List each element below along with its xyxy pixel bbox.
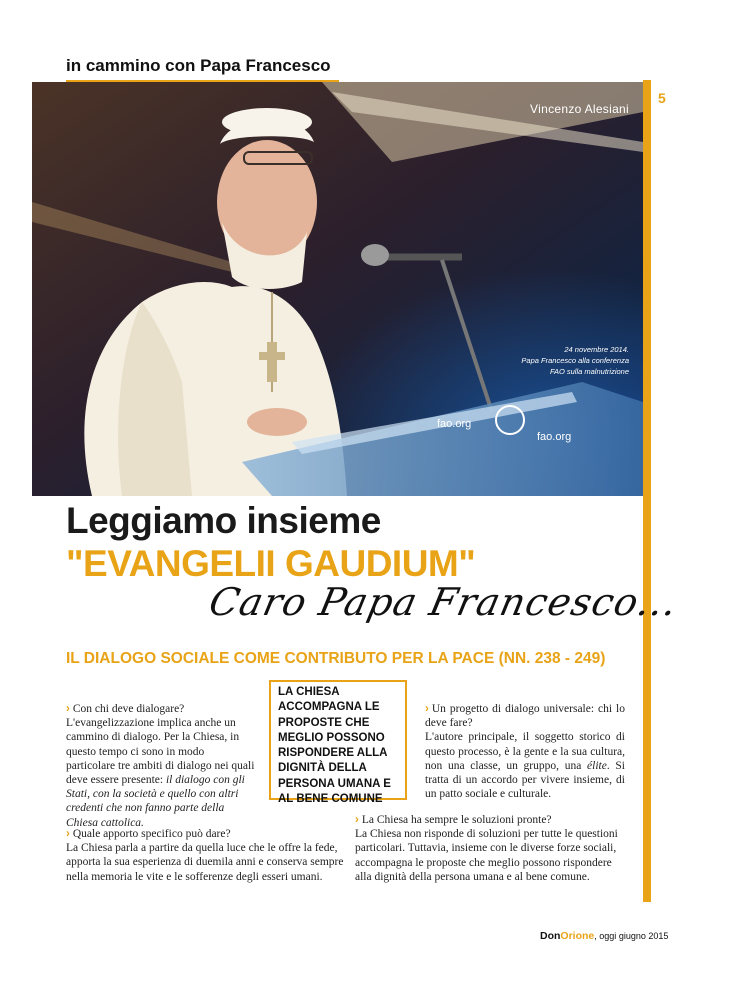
caption-line: 24 novembre 2014. <box>564 345 629 354</box>
question-1: › Con chi deve dialogare? <box>66 703 185 715</box>
pope-photo <box>32 82 643 496</box>
right-accent-rule <box>643 80 651 902</box>
podium-text-left: fao.org <box>437 418 472 430</box>
article-title-line1: Leggiamo insieme <box>66 500 381 541</box>
handwritten-signature: Caro Papa Francesco... <box>205 580 682 624</box>
qa-block-2 <box>66 827 351 884</box>
question-2: › Quale apporto specifico può dare? <box>66 828 231 840</box>
article-title-line2: "EVANGELII GAUDIUM" <box>66 543 476 584</box>
footer-brand <box>540 930 668 942</box>
article-subtitle: IL DIALOGO SOCIALE COME CONTRIBUTO PER LA PACE (NN. 238 - 249) <box>66 650 606 667</box>
arrow-icon: › <box>66 703 70 715</box>
qa-block-1 <box>66 702 256 830</box>
section-title: in cammino con Papa Francesco <box>66 56 331 75</box>
brand-don: Don <box>540 930 561 942</box>
caption-line: Papa Francesco alla conferenza <box>521 356 629 365</box>
answer-2: La Chiesa parla a partire da quella luce che le offre la fede, apporta la sua esperienza di duemila anni e conserva sempre nella memoria le vite e le sofferenze degli esseri umani. <box>66 842 344 883</box>
issue-date: giugno 2015 <box>618 931 669 941</box>
qa-block-3 <box>425 702 625 801</box>
brand-orione: Orione <box>560 930 595 942</box>
question-3: › Un progetto di dialogo universale: chi lo deve fare? <box>425 703 625 730</box>
photo-credit: Vincenzo Alesiani <box>530 102 629 116</box>
question-4: › La Chiesa ha sempre le soluzioni pronte? <box>355 814 552 826</box>
podium-text-right: fao.org <box>537 431 572 443</box>
page-number: 5 <box>658 90 666 106</box>
answer-1: L'evangelizzazione implica anche un cammino di dialogo. Per la Chiesa, in questo tempo ci sono in modo particolare tre ambiti di dialogo nei quali deve essere presente: il dialogo con gli Stati, con la società e quello con altri credenti che non fanno parte della Chiesa cattolica. <box>66 717 255 829</box>
arrow-icon: › <box>355 814 359 826</box>
answer-4: La Chiesa non risponde di soluzioni per tutte le questioni particolari. Tuttavia, insieme con le diverse forze sociali, accompagna le proposte che meglio possono rispondere alla dignità della persona umana e al bene comune. <box>355 828 618 883</box>
caption-line: FAO sulla malnutrizione <box>549 367 629 376</box>
qa-block-4 <box>355 813 630 884</box>
answer-3: L'autore principale, il soggetto storico di questo processo, è la gente e la sua cultura, non una classe, un gruppo, una élite. Si tratta di un accordo per vivere insieme, di un patto sociale e culturale. <box>425 731 626 801</box>
pullquote-box: LA CHIESA ACCOMPAGNA LE PROPOSTE CHE MEGLIO POSSONO RISPONDERE ALLA DIGNITÀ DELLA PERSONA UMANA E AL BENE COMUNE <box>269 680 407 800</box>
photo-caption <box>521 344 629 377</box>
arrow-icon: › <box>66 828 70 840</box>
brand-oggi: , oggi <box>594 931 617 941</box>
arrow-icon: › <box>425 703 429 715</box>
